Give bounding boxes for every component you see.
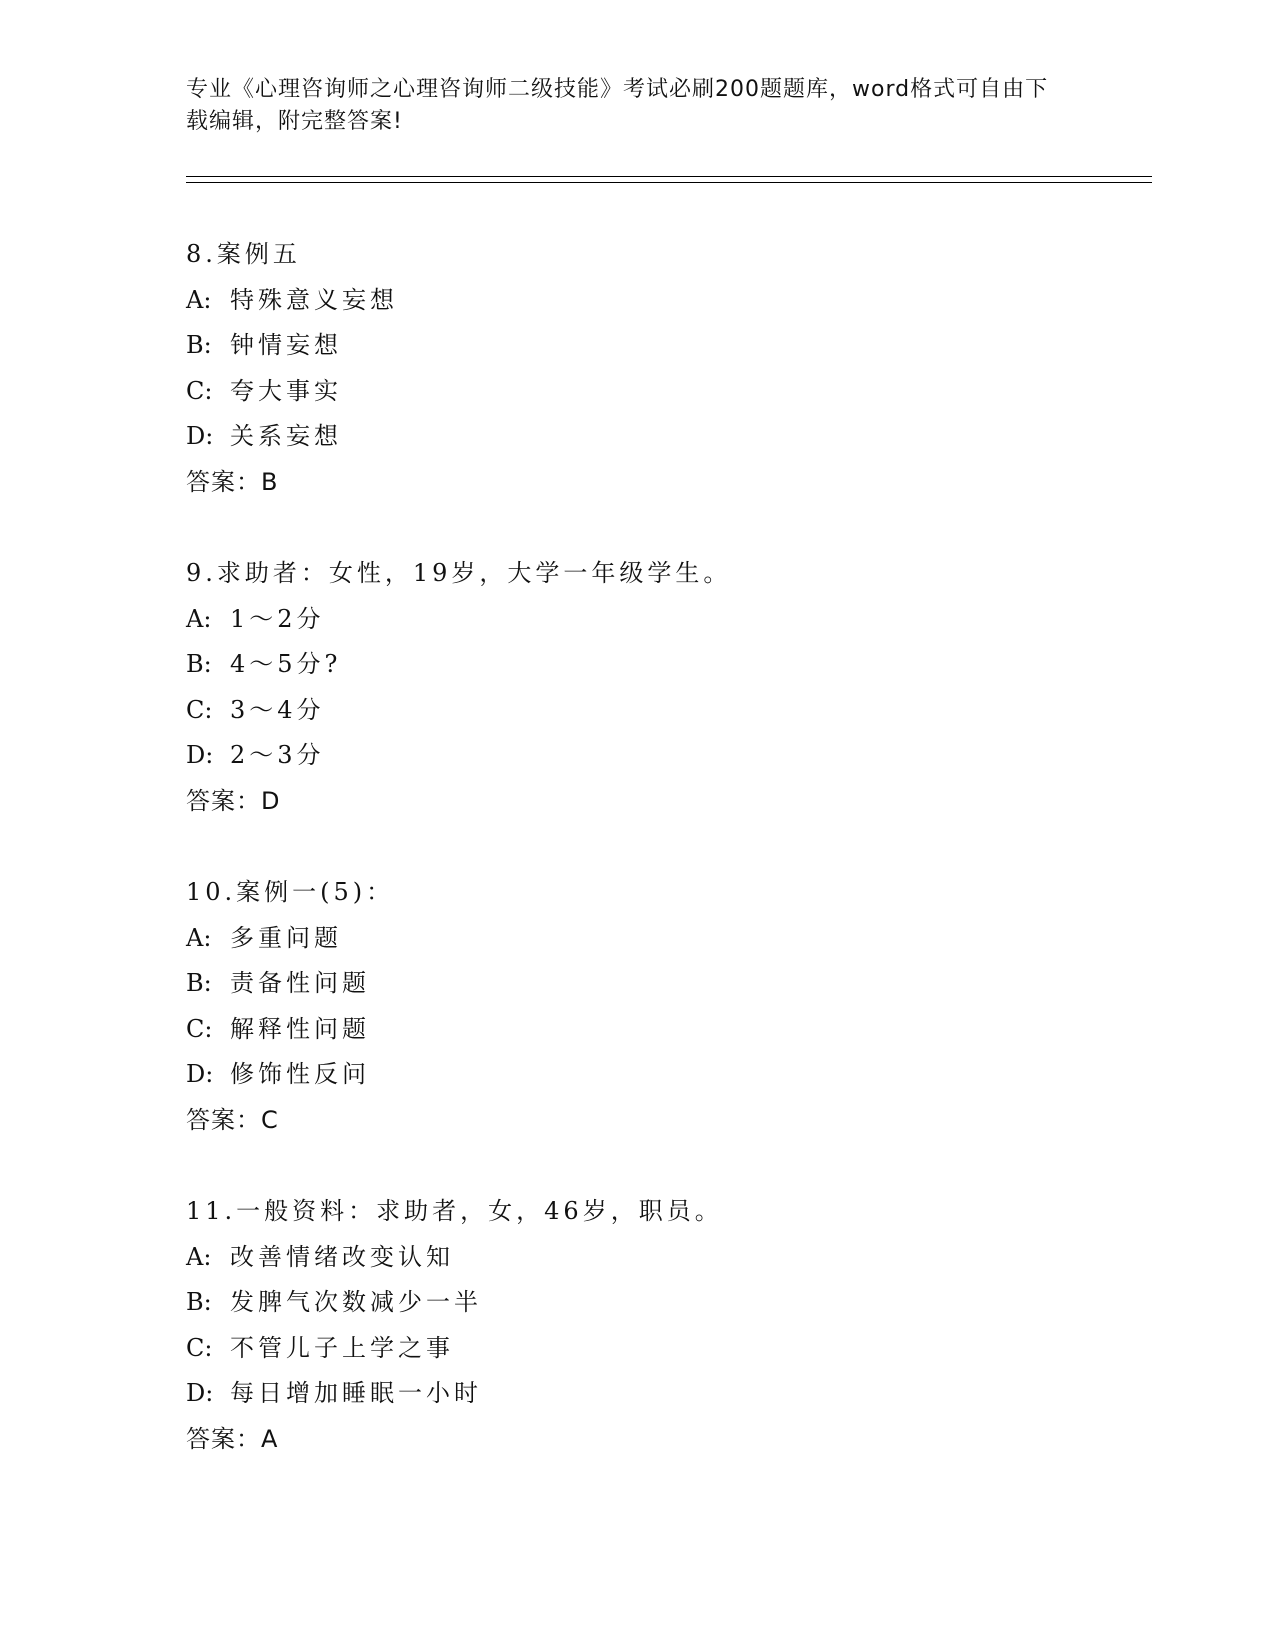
answer-line: 答案：B — [186, 467, 279, 496]
option-letter: B: — [186, 331, 212, 359]
question-title: 10.案例一(5)： — [186, 878, 395, 906]
option-d — [186, 414, 1126, 460]
option-c — [186, 688, 1126, 734]
option-text: 发脾气次数减少一半 — [230, 1288, 482, 1316]
option-b — [186, 642, 1126, 688]
option-letter: C: — [186, 1333, 213, 1362]
option-d — [186, 1052, 1126, 1098]
option-text: 不管儿子上学之事 — [230, 1333, 454, 1362]
question-block — [186, 870, 1126, 1143]
option-letter: D: — [186, 741, 214, 769]
option-text: 改善情绪改变认知 — [230, 1242, 454, 1271]
answer-line: 答案：D — [186, 786, 281, 815]
option-a — [186, 1235, 1126, 1281]
header-divider-top — [186, 176, 1152, 177]
option-c — [186, 369, 1126, 415]
header-divider-bottom — [186, 182, 1152, 183]
option-text: 3～4分 — [230, 695, 325, 724]
option-text: 特殊意义妄想 — [230, 285, 398, 314]
option-text: 2～3分 — [230, 741, 325, 769]
option-text: 钟情妄想 — [230, 331, 342, 359]
question-block — [186, 232, 1126, 505]
option-text: 4～5分? — [230, 650, 342, 678]
question-title: 8.案例五 — [186, 240, 301, 268]
option-d — [186, 1371, 1126, 1417]
option-letter: D: — [186, 422, 214, 450]
option-a — [186, 278, 1126, 324]
option-a — [186, 916, 1126, 962]
option-letter: C: — [186, 376, 213, 405]
option-b — [186, 961, 1126, 1007]
option-letter: B: — [186, 650, 212, 678]
option-c — [186, 1007, 1126, 1053]
option-letter: A: — [186, 604, 212, 633]
option-letter: A: — [186, 1242, 212, 1271]
option-text: 修饰性反问 — [230, 1060, 370, 1088]
option-text: 夸大事实 — [230, 376, 342, 405]
option-letter: C: — [186, 695, 213, 724]
option-letter: D: — [186, 1060, 214, 1088]
option-letter: B: — [186, 1288, 212, 1316]
option-b — [186, 1280, 1126, 1326]
question-title: 11.一般资料：求助者，女，46岁，职员。 — [186, 1197, 723, 1225]
option-b — [186, 323, 1126, 369]
option-letter: D: — [186, 1379, 214, 1407]
option-letter: B: — [186, 969, 212, 997]
option-d — [186, 733, 1126, 779]
option-letter: C: — [186, 1014, 213, 1043]
option-c — [186, 1326, 1126, 1372]
answer-line: 答案：C — [186, 1105, 279, 1134]
question-block — [186, 1189, 1126, 1462]
option-letter: A: — [186, 923, 212, 952]
option-letter: A: — [186, 285, 212, 314]
question-title: 9.求助者：女性，19岁，大学一年级学生。 — [186, 559, 732, 587]
question-block — [186, 551, 1126, 824]
option-text: 解释性问题 — [230, 1014, 370, 1043]
document-header: 专业《心理咨询师之心理咨询师二级技能》考试必刷200题题库，word格式可自由下载编辑，附完整答案! — [186, 77, 1049, 134]
option-a — [186, 597, 1126, 643]
option-text: 1～2分 — [230, 604, 325, 633]
option-text: 多重问题 — [230, 923, 342, 952]
option-text: 责备性问题 — [230, 969, 370, 997]
option-text: 关系妄想 — [230, 422, 342, 450]
option-text: 每日增加睡眠一小时 — [230, 1379, 482, 1407]
answer-line: 答案：A — [186, 1424, 279, 1453]
